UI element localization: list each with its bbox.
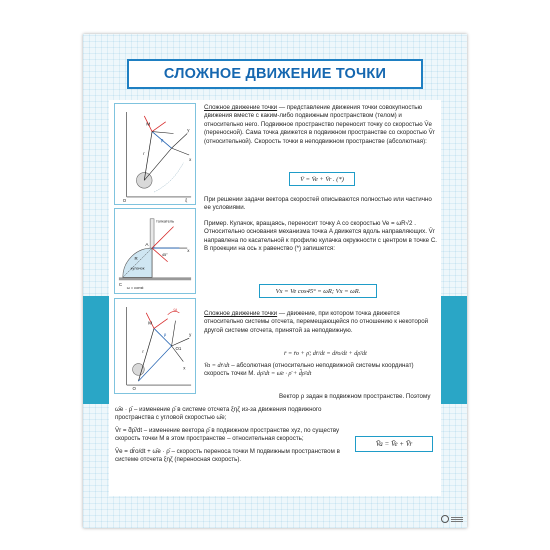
section-4-text — [115, 406, 345, 464]
fig1-label-xi: ξ — [185, 197, 188, 203]
section-3-text — [204, 310, 438, 335]
formula-box-4 — [355, 436, 433, 452]
title-box — [127, 59, 423, 89]
section-2-example: Пример. Кулачок, вращаясь, переносит точку A со скоростью Ve = ωR√2 . Относительно основания механизма точка A движется вдоль направляющих. V̄r направлена по касательной к профилю кулачка окружности с центром в точке C. — [204, 219, 438, 244]
fig3-label-omega: ω — [173, 306, 177, 312]
formula-3-2-post: dρ̄/dt = ω̄e · ρ̄ + d̃ρ̄/dt — [256, 370, 312, 378]
formula-3-2-text: – абсолютная (относительно неподвижной системы координат) скорость точки M. — [204, 362, 414, 378]
section-1-text — [204, 104, 438, 146]
fig1-label-r: r — [143, 150, 145, 156]
figure-2-diagram — [115, 209, 195, 293]
section-3-term: Сложное движение точки — [204, 310, 278, 317]
figure-2 — [114, 208, 196, 294]
fig2-label-x: x — [187, 247, 190, 253]
fig3-label-m: M — [148, 321, 153, 327]
formula-4: V̄a = V̄e + V̄r — [375, 440, 413, 448]
formula-3-1: r̄ = r̄o + ρ̄; dr̄/dt = dr̄o/dt + dρ̄/dt — [284, 350, 367, 357]
fig2-label-angle: 45° — [161, 251, 168, 257]
formula-3-2-pre: V̄a = dr̄/dt — [204, 362, 230, 369]
fig3-label-o: O — [132, 385, 136, 391]
publisher-logo — [441, 514, 463, 524]
fig3-label-rho: ρ — [163, 332, 167, 338]
section-4-line-2: V̄r = d̃ρ̄/dt – изменение вектора ρ̄ в подвижном пространстве xyz, по существу скорость точки M в этом пространстве – относительная скорость; — [115, 426, 340, 443]
section-3-note: Вектор ρ задан в подвижном пространстве. Поэтому — [279, 393, 431, 400]
figure-3-diagram — [115, 299, 195, 393]
formula-box-1 — [289, 172, 355, 186]
fig1-label-m: M — [146, 122, 151, 128]
section-3-velocity — [204, 362, 438, 379]
section-2-text — [204, 196, 438, 253]
section-3-body: — движение, при котором точка движется относительно системы отсчета, перемещающейся по отношению к некоторой другой системе отсчета, принятой за неподвижную. — [204, 310, 429, 334]
section-1-body: — представление движения точки совокупностью движения вместе с каким-либо подвижным пространством (телом) и относительно него. Подвижное пространство переносит точку со скоростью V̄e (переносной). Сама точка движется в подвижном пространстве со скоростью V̄r (относительной). Скорость точки в неподвижном пространстве (абсолютная): — [204, 104, 435, 145]
content-panel — [109, 100, 441, 496]
fig2-label-r: R — [134, 255, 138, 261]
fig2-label-omega: ω = const — [126, 285, 144, 291]
fig1-label-rho: ρ — [160, 137, 164, 143]
fig1-label-y: y — [187, 127, 190, 133]
figure-1-diagram — [115, 104, 195, 204]
fig2-label-a: A — [145, 243, 149, 249]
fig1-label-o: O — [122, 197, 127, 203]
fig2-label-pusher: толкатель — [155, 218, 175, 224]
logo-text-lines — [451, 516, 463, 522]
section-4-line-1: ω̄e · ρ̄ – изменение ρ̄ в системе отсчета ξηζ из-за движения подвижного пространства с угловой скоростью ω̄e; — [115, 406, 322, 422]
logo-icon — [441, 515, 449, 523]
fig3-label-r: r — [142, 348, 144, 354]
figure-1 — [114, 103, 196, 205]
formula-1: V̄ = V̄e + V̄r . (*) — [300, 175, 344, 183]
section-2-intro: При решении задачи вектора скоростей описываются полностью или частично ее условиями. — [204, 196, 432, 212]
figure-3 — [114, 298, 196, 394]
fig2-label-cam: кулачок — [130, 265, 145, 271]
formula-2: Vx = Ve cos45° = ωR; Vx = ωR. — [275, 287, 361, 295]
fig3-label-o1: O1 — [175, 345, 182, 351]
formula-box-2 — [259, 284, 377, 298]
fig1-label-x: x — [189, 156, 192, 162]
fig3-label-x: x — [183, 365, 186, 371]
section-2-projection: В проекции на ось x равенство (*) запишется: — [204, 245, 335, 253]
fig2-label-c: C — [118, 282, 123, 288]
section-4-line-3: V̄e = dr̄o/dt + ω̄e · ρ̄ – скорость переноса точки M подвижным пространством в системе отсчета ξηζ (переносная скорость). — [115, 447, 340, 464]
page-title: СЛОЖНОЕ ДВИЖЕНИЕ ТОЧКИ — [163, 66, 387, 82]
section-1-term: Сложное движение точки — [204, 104, 278, 111]
poster — [83, 34, 467, 528]
fig3-label-y: y — [189, 332, 192, 338]
